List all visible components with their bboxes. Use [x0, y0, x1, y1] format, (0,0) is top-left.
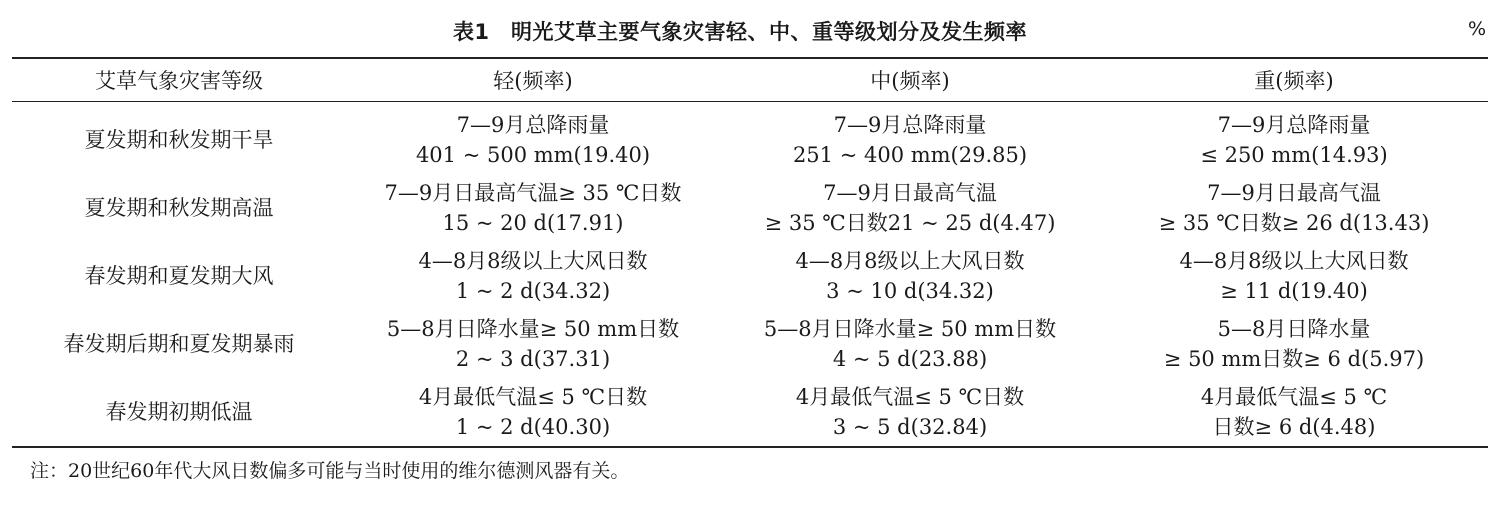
medium-grade-cell: [720, 102, 1100, 175]
disaster-name-cell: 春发期后期和夏发期暴雨: [63, 332, 295, 356]
column-header-light: 轻(频率): [346, 58, 720, 102]
column-header-disaster: 艾草气象灾害等级: [12, 58, 346, 102]
cell-line: 251 ~ 400 mm(29.85): [792, 143, 1028, 167]
light-grade-cell: [346, 378, 720, 447]
medium-grade-cell: [720, 378, 1100, 447]
disaster-name-cell: 夏发期和秋发期高温: [84, 196, 274, 220]
cell-line: 3 ~ 5 d(32.84): [832, 415, 988, 439]
disaster-name-cell: 春发期初期低温: [105, 400, 253, 424]
cell-line: 5—8月日降水量≥ 50 mm日数: [386, 317, 680, 341]
heavy-grade-cell: [1100, 310, 1488, 378]
disaster-name-cell: 夏发期和秋发期干旱: [84, 128, 274, 152]
table-unit: %: [1467, 18, 1486, 40]
cell-line: 4月最低气温≤ 5 ℃: [1200, 385, 1388, 409]
cell-line: 4月最低气温≤ 5 ℃日数: [418, 385, 648, 409]
cell-line: 401 ~ 500 mm(19.40): [415, 143, 651, 167]
table-row: [12, 378, 1488, 447]
heavy-grade-cell: [1100, 102, 1488, 175]
medium-grade-cell: [720, 242, 1100, 310]
cell-line: ≥ 35 ℃日数≥ 26 d(13.43): [1158, 211, 1430, 235]
cell-line: 4—8月8级以上大风日数: [1179, 249, 1409, 273]
cell-line: 5—8月日降水量: [1217, 317, 1371, 341]
cell-line: 7—9月日最高气温: [1207, 181, 1381, 205]
cell-line: 15 ~ 20 d(17.91): [442, 211, 624, 235]
column-header-medium: 中(频率): [720, 58, 1100, 102]
table-row: [12, 242, 1488, 310]
light-grade-cell: [346, 310, 720, 378]
cell-line: 4 ~ 5 d(23.88): [832, 347, 988, 371]
heavy-grade-cell: [1100, 242, 1488, 310]
cell-line: 4—8月8级以上大风日数: [795, 249, 1025, 273]
cell-line: 1 ~ 2 d(40.30): [455, 415, 611, 439]
cell-line: 3 ~ 10 d(34.32): [826, 279, 994, 303]
cell-line: 4月最低气温≤ 5 ℃日数: [795, 385, 1025, 409]
disaster-name-cell: 春发期和夏发期大风: [84, 264, 274, 288]
column-header-heavy: 重(频率): [1100, 58, 1488, 102]
heavy-grade-cell: [1100, 378, 1488, 447]
medium-grade-cell: [720, 310, 1100, 378]
light-grade-cell: [346, 102, 720, 175]
heavy-grade-cell: [1100, 174, 1488, 242]
cell-line: 5—8月日降水量≥ 50 mm日数: [763, 317, 1057, 341]
light-grade-cell: [346, 242, 720, 310]
table-row: [12, 310, 1488, 378]
cell-line: 7—9月日最高气温≥ 35 ℃日数: [384, 181, 682, 205]
cell-line: ≤ 250 mm(14.93): [1200, 143, 1388, 167]
table-row: [12, 102, 1488, 175]
medium-grade-cell: [720, 174, 1100, 242]
table-header-row: [12, 58, 1488, 102]
cell-line: 1 ~ 2 d(34.32): [455, 279, 611, 303]
table-title: 表1 明光艾草主要气象灾害轻、中、重等级划分及发生频率: [452, 20, 1028, 44]
cell-line: ≥ 50 mm日数≥ 6 d(5.97): [1163, 347, 1425, 371]
table-row: [12, 174, 1488, 242]
disaster-grade-table: [12, 57, 1488, 448]
cell-line: 7—9月日最高气温: [823, 181, 997, 205]
light-grade-cell: [346, 174, 720, 242]
table-footnote: 注：20世纪60年代大风日数偏多可能与当时使用的维尔德测风器有关。: [30, 460, 630, 482]
cell-line: ≥ 11 d(19.40): [1220, 279, 1368, 303]
cell-line: 4—8月8级以上大风日数: [418, 249, 648, 273]
cell-line: 2 ~ 3 d(37.31): [455, 347, 611, 371]
cell-line: 日数≥ 6 d(4.48): [1212, 415, 1376, 439]
table-caption: [0, 12, 1500, 48]
cell-line: 7—9月总降雨量: [833, 113, 987, 137]
cell-line: 7—9月总降雨量: [456, 113, 610, 137]
cell-line: ≥ 35 ℃日数21 ~ 25 d(4.47): [764, 211, 1056, 235]
cell-line: 7—9月总降雨量: [1217, 113, 1371, 137]
